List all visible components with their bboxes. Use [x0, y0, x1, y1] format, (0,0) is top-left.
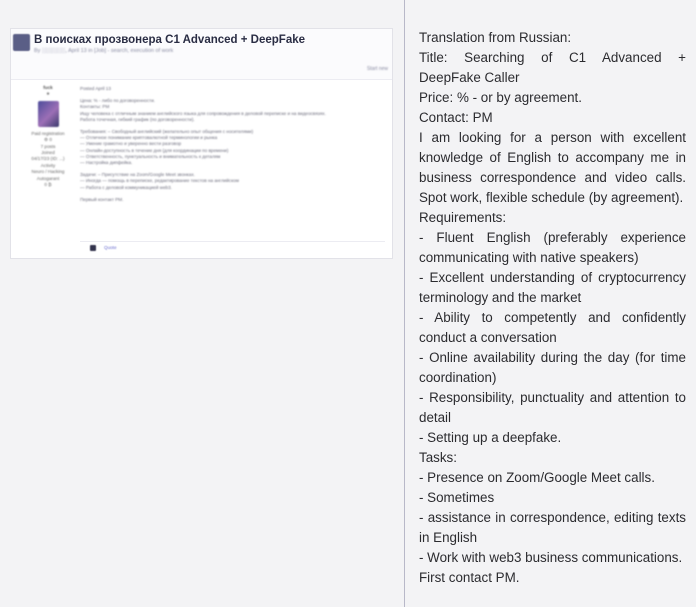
user-detail: 7 posts	[40, 143, 56, 149]
user-avatar[interactable]	[38, 101, 59, 127]
post-line: — Онлайн-доступность в течение дня (для координации по времени)	[80, 147, 229, 153]
post-line: Контакты: PM	[80, 104, 110, 110]
translation-line: - Work with web3 business communications.	[419, 550, 683, 565]
quote-button[interactable]: Quote	[104, 245, 117, 250]
start-new-link[interactable]: Start new	[366, 66, 388, 72]
post-line: — Иногда — помощь в переписке, редактирование текстов на английском	[80, 178, 239, 184]
user-detail: 0 ₿	[44, 182, 52, 188]
post-line: — Отличное понимание криптовалютной терминологии и рынка	[80, 135, 218, 141]
translation-line: - Excellent understanding of cryptocurrency terminology and the market	[419, 270, 686, 305]
translation-line: Title: Searching of C1 Advanced + DeepFake Caller	[419, 50, 686, 85]
post-line: Требования: – Свободный английский (желательно опыт общения с носителями)	[80, 129, 254, 135]
user-detail: Autogarant	[36, 175, 60, 181]
forum-post-screenshot	[10, 28, 393, 259]
translation-line: Translation from Russian:	[419, 30, 572, 45]
post-header	[11, 29, 392, 80]
post-line: — Настройка дипфейка.	[80, 160, 133, 166]
user-info-panel	[21, 85, 75, 188]
post-line: — Ответственность, пунктуальность и внимательность к деталям	[80, 153, 221, 159]
translation-line: Price: % - or by agreement.	[419, 90, 582, 105]
author-avatar	[13, 34, 30, 51]
report-icon[interactable]	[90, 245, 96, 251]
user-detail: Joined	[41, 150, 55, 156]
post-line: Задачи: – Присутствие на Zoom/Google Meet звонках.	[80, 172, 195, 178]
translation-line: - Presence on Zoom/Google Meet calls.	[419, 470, 655, 485]
vertical-divider	[404, 0, 405, 607]
post-date: Posted April 13	[80, 86, 111, 91]
user-detail: 04/17/23 (ID: ...)	[31, 156, 65, 162]
post-meta: By ░░░░░░, April 13 in [Job] - search, execution of work	[34, 48, 174, 54]
user-detail: Activity	[40, 162, 56, 168]
user-rank: ★	[45, 91, 51, 97]
post-line: Работа точечная, гибкий график (по договоренности).	[80, 116, 195, 122]
translation-line: - Responsibility, punctuality and attention to detail	[419, 390, 686, 425]
translation-text	[419, 28, 686, 588]
translation-line: - Sometimes	[419, 490, 495, 505]
translation-line: - Online availability during the day (for time coordination)	[419, 350, 686, 385]
post-line: Ищу человека с отличным знанием английского языка для сопровождения в деловой переписке и на видеосвязях.	[80, 110, 326, 116]
translation-line: Contact: PM	[419, 110, 493, 125]
user-detail: Neuro / Hacking	[31, 169, 65, 175]
username[interactable]: fuck	[43, 85, 53, 90]
translation-line: First contact PM.	[419, 570, 520, 585]
translation-line: Requirements:	[419, 210, 507, 225]
post-line: — Умение грамотно и уверенно вести разговор	[80, 141, 182, 147]
post-line: Первый контакт PM.	[80, 196, 124, 202]
translation-line: Tasks:	[419, 450, 457, 465]
post-title: В поисках прозвонера C1 Advanced + DeepFake	[34, 34, 306, 46]
translation-line: - Fluent English (preferably experience communicating with native speakers)	[419, 230, 686, 265]
translation-line: - assistance in correspondence, editing texts in English	[419, 510, 686, 545]
translation-line: - Ability to competently and confidently conduct a conversation	[419, 310, 686, 345]
translation-line: I am looking for a person with excellent knowledge of English to accompany me in business correspondence and video calls. Spot work, flexible schedule (by agreement).	[419, 130, 686, 205]
post-line: — Работа с деловой коммуникацией web3.	[80, 184, 172, 190]
post-footer	[80, 241, 385, 254]
translation-line: - Setting up a deepfake.	[419, 430, 562, 445]
post-line: Цена: % - либо по договоренности.	[80, 98, 156, 104]
post-body	[80, 86, 385, 203]
user-detail: Paid registration	[31, 130, 65, 136]
user-detail: ⚙ 0	[44, 137, 52, 143]
